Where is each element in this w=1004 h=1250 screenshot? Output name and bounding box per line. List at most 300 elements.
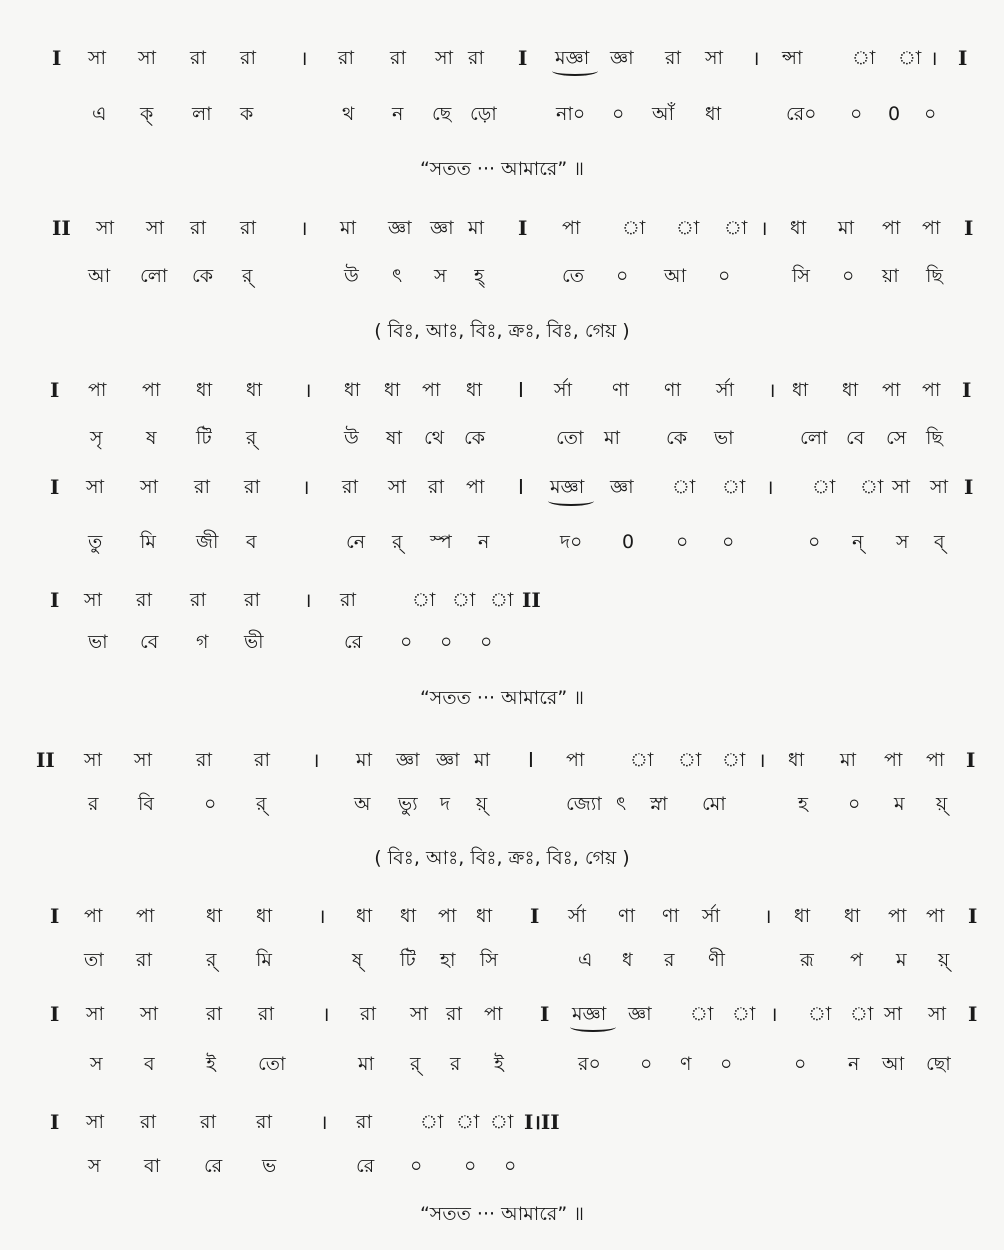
lyric: থ: [342, 103, 355, 125]
note: র্সা: [568, 905, 587, 927]
note: সা: [140, 476, 159, 498]
lyric: ণ: [680, 1053, 692, 1075]
note: া: [850, 1003, 874, 1025]
lyric: স: [88, 1155, 101, 1177]
note: পা: [438, 905, 457, 927]
lyric: র্: [206, 949, 217, 971]
division-mark: ।: [300, 216, 308, 240]
note: া: [812, 476, 836, 498]
lyric: প: [850, 949, 863, 971]
lyric: দ: [440, 793, 450, 815]
lyric: ষ্: [352, 949, 363, 971]
note: রা: [256, 1111, 272, 1133]
lyric: ০: [504, 1155, 517, 1177]
bar-line: I: [50, 1002, 60, 1026]
notation-row-3: [0, 370, 1004, 410]
lyric: বা: [144, 1155, 161, 1177]
division-mark: ।: [304, 588, 312, 612]
note: রা: [356, 1111, 372, 1133]
section-note: ( বিঃ, আঃ, বিঃ, ক্রঃ, বিঃ, গেয় ): [374, 320, 630, 342]
note: র্সা: [702, 905, 721, 927]
note: জ্ঞা: [610, 476, 634, 498]
note: রা: [206, 1003, 222, 1025]
bar-line: I: [964, 475, 974, 499]
end-bar-line: I।II: [524, 1110, 560, 1134]
note: ধা: [466, 379, 483, 401]
note: রা: [196, 749, 212, 771]
notation-row-1: [0, 38, 1004, 78]
bar-line: II: [36, 748, 55, 772]
note: সা: [146, 217, 165, 239]
note: রা: [190, 47, 206, 69]
lyric: য়া: [882, 265, 899, 287]
lyric: র: [664, 949, 675, 971]
notation-row-6: [0, 740, 1004, 780]
note: পা: [888, 905, 907, 927]
note: রা: [446, 1003, 462, 1025]
lyric: ন: [392, 103, 404, 125]
refrain-marker: “সতত ··· আমারে” ॥: [419, 1203, 585, 1225]
note: মজ্ঞা: [572, 1003, 607, 1025]
note: সা: [88, 47, 107, 69]
lyric: ০: [612, 103, 625, 125]
lyric: ন্: [852, 531, 864, 553]
note: ধা: [842, 379, 859, 401]
note: রা: [190, 217, 206, 239]
section-note: ( বিঃ, আঃ, বিঃ, ক্রঃ, বিঃ, গেয় ): [374, 847, 630, 869]
note: া: [732, 1003, 756, 1025]
lyric: সি: [792, 265, 810, 287]
lyric: তো: [258, 1053, 286, 1075]
note: পা: [142, 379, 161, 401]
division-mark: ।: [758, 748, 766, 772]
lyric: ছি: [926, 265, 943, 287]
bar-line: I: [52, 46, 62, 70]
lyric: ০: [924, 103, 937, 125]
bar-line: I: [958, 46, 968, 70]
bar-line: I: [540, 1002, 550, 1026]
lyric: ০: [410, 1155, 423, 1177]
lyric: ০: [794, 1053, 807, 1075]
lyric: ভ্যু: [398, 793, 418, 815]
lyric: তো: [556, 427, 584, 449]
lyric: টি: [400, 949, 416, 971]
lyric: হা: [440, 949, 456, 971]
lyric: ০: [480, 631, 493, 653]
bar-line: I: [518, 378, 524, 402]
lyric: হ: [798, 793, 808, 815]
note: া: [676, 217, 700, 239]
note: ণা: [612, 379, 629, 401]
lyric: তে: [562, 265, 584, 287]
lyric: ছে: [432, 103, 452, 125]
note: ন্সা: [782, 47, 803, 69]
lyric: ০: [848, 793, 861, 815]
lyric: ভা: [714, 427, 734, 449]
note: ণা: [662, 905, 679, 927]
lyric: রা: [136, 949, 152, 971]
lyric: ক: [240, 103, 254, 125]
note: রা: [258, 1003, 274, 1025]
lyric: য়্: [936, 793, 948, 815]
note: রা: [140, 1111, 156, 1133]
note: জ্ঞা: [388, 217, 412, 239]
lyric: র্: [410, 1053, 421, 1075]
refrain-marker: “সতত ··· আমারে” ॥: [419, 687, 585, 709]
note: পা: [562, 217, 581, 239]
lyric: তা: [84, 949, 104, 971]
lyric: ০: [720, 1053, 733, 1075]
lyric: ছি: [926, 427, 943, 449]
lyric: ষ: [146, 427, 157, 449]
division-mark: ।: [752, 46, 760, 70]
division-mark: ।: [766, 475, 774, 499]
division-mark: ।: [302, 475, 310, 499]
lyric: ধ: [622, 949, 633, 971]
note: া: [452, 589, 476, 611]
note: া: [672, 476, 696, 498]
notation-row-7: [0, 896, 1004, 936]
note: ধা: [400, 905, 417, 927]
lyric: ৎ: [616, 793, 627, 815]
note: সা: [884, 1003, 903, 1025]
lyric: ০: [718, 265, 731, 287]
note: রা: [428, 476, 444, 498]
note: পা: [88, 379, 107, 401]
note: পা: [882, 217, 901, 239]
note: মা: [340, 217, 357, 239]
note: ধা: [356, 905, 373, 927]
lyric: কে: [666, 427, 688, 449]
lyric: থে: [424, 427, 445, 449]
division-mark: ।: [312, 748, 320, 772]
note: রা: [342, 476, 358, 498]
lyric: উ: [344, 427, 359, 449]
lyric: ব: [144, 1053, 155, 1075]
note: জ্ঞা: [610, 47, 634, 69]
note: মা: [840, 749, 857, 771]
lyric: নে: [346, 531, 366, 553]
note: ধা: [844, 905, 861, 927]
lyric: তু: [88, 531, 103, 553]
division-mark: ।: [322, 1002, 330, 1026]
note: সা: [86, 1003, 105, 1025]
lyric: না০: [556, 103, 586, 125]
lyrics-row-3: [0, 418, 1004, 458]
lyric: ০: [204, 793, 217, 815]
bar-line: I: [530, 904, 540, 928]
lyric: ধা: [705, 103, 722, 125]
note: ধা: [790, 217, 807, 239]
lyric: র্: [242, 265, 253, 287]
note: রা: [254, 749, 270, 771]
division-mark: ।: [760, 216, 768, 240]
note: সা: [84, 589, 103, 611]
lyric: 0: [888, 103, 901, 125]
lyric: এ: [92, 103, 107, 125]
lyric: ণী: [708, 949, 725, 971]
bar-line: I: [968, 1002, 978, 1026]
notation-row-2: [0, 208, 1004, 248]
lyric: র্: [392, 531, 403, 553]
note: া: [722, 749, 746, 771]
note: রা: [136, 589, 152, 611]
note: া: [490, 1111, 514, 1133]
note: জ্ঞা: [396, 749, 420, 771]
note: পা: [136, 905, 155, 927]
note: া: [860, 476, 884, 498]
meend-arc: [548, 496, 594, 506]
lyric: স্না: [650, 793, 668, 815]
division-mark: ।: [318, 904, 326, 928]
lyric: গ: [196, 631, 209, 653]
bar-line: I: [966, 748, 976, 772]
note: া: [852, 47, 876, 69]
note: সা: [928, 1003, 947, 1025]
note: রা: [244, 476, 260, 498]
note: রা: [190, 589, 206, 611]
lyric: ০: [808, 531, 821, 553]
lyric: ০: [850, 103, 863, 125]
note: সা: [930, 476, 949, 498]
lyric: ক্: [140, 103, 154, 125]
lyric: ব: [246, 531, 257, 553]
lyric: ০: [400, 631, 413, 653]
bar-line: I: [50, 475, 60, 499]
lyric: লো: [800, 427, 828, 449]
note: মা: [838, 217, 855, 239]
note: পা: [566, 749, 585, 771]
division-mark: ।: [770, 1002, 778, 1026]
lyrics-row-6: [0, 784, 1004, 824]
lyric: বে: [140, 631, 159, 653]
lyric: আ: [88, 265, 111, 287]
lyric: য়্: [476, 793, 488, 815]
lyric: ০: [440, 631, 453, 653]
note: া: [420, 1111, 444, 1133]
lyric: উ: [344, 265, 359, 287]
note: সা: [410, 1003, 429, 1025]
note: রা: [390, 47, 406, 69]
meend-arc: [570, 1022, 616, 1032]
lyric: ন: [478, 531, 490, 553]
note: ধা: [256, 905, 273, 927]
note: পা: [422, 379, 441, 401]
note: মা: [356, 749, 373, 771]
lyric: র্: [246, 427, 257, 449]
lyric: র০: [578, 1053, 601, 1075]
lyric: সে: [886, 427, 907, 449]
lyric: স: [90, 1053, 103, 1075]
lyric: রূ: [800, 949, 814, 971]
lyric: ই: [206, 1053, 216, 1075]
notation-row-8: [0, 994, 1004, 1034]
note: া: [622, 217, 646, 239]
note: ধা: [788, 749, 805, 771]
lyric: ব্: [934, 531, 945, 553]
lyrics-row-8: [0, 1044, 1004, 1084]
lyric: র: [88, 793, 99, 815]
notation-row-9: [0, 1102, 1004, 1142]
note: পা: [926, 749, 945, 771]
lyrics-row-9: [0, 1146, 1004, 1186]
lyric: ভা: [88, 631, 108, 653]
note: পা: [922, 217, 941, 239]
note: ধা: [344, 379, 361, 401]
lyric: স্প: [430, 531, 452, 553]
lyric: ০: [842, 265, 855, 287]
lyric: র: [450, 1053, 461, 1075]
bar-line: I: [518, 475, 524, 499]
note: পা: [926, 905, 945, 927]
lyric: ষা: [386, 427, 402, 449]
note: পা: [882, 379, 901, 401]
lyric: বি: [138, 793, 155, 815]
note: সা: [892, 476, 911, 498]
lyric: জ্যো: [566, 793, 602, 815]
lyric: 0: [622, 531, 635, 553]
note: সা: [86, 1111, 105, 1133]
note: া: [722, 476, 746, 498]
note: পা: [466, 476, 485, 498]
note: পা: [922, 379, 941, 401]
lyric: মা: [604, 427, 621, 449]
note: া: [630, 749, 654, 771]
lyric: ড়ো: [470, 103, 497, 125]
lyric: ০: [676, 531, 689, 553]
lyric: মা: [358, 1053, 375, 1075]
bar-line: I: [964, 216, 974, 240]
bar-line: I: [50, 1110, 60, 1134]
note: সা: [435, 47, 454, 69]
note: রা: [240, 47, 256, 69]
lyric: কে: [464, 427, 486, 449]
lyric: য়্: [938, 949, 950, 971]
note: জ্ঞা: [430, 217, 454, 239]
bar-line: I: [50, 588, 60, 612]
lyric: রে০: [786, 103, 817, 125]
note: ধা: [794, 905, 811, 927]
lyric: ভ: [262, 1155, 277, 1177]
note: মজ্ঞা: [550, 476, 585, 498]
lyric: লো: [140, 265, 168, 287]
note: মা: [474, 749, 491, 771]
lyric: ০: [616, 265, 629, 287]
division-mark: ।: [768, 378, 776, 402]
bar-line: I: [518, 46, 528, 70]
lyrics-row-7: [0, 940, 1004, 980]
note: া: [898, 47, 922, 69]
note: া: [690, 1003, 714, 1025]
lyrics-row-1: [0, 94, 1004, 134]
division-mark: ।: [320, 1110, 328, 1134]
note: জ্ঞা: [628, 1003, 652, 1025]
note: পা: [84, 905, 103, 927]
note: া: [490, 589, 514, 611]
note: সা: [388, 476, 407, 498]
lyric: ন: [848, 1053, 860, 1075]
lyric: সৃ: [90, 427, 103, 449]
lyric: স: [434, 265, 447, 287]
lyric: মি: [256, 949, 272, 971]
lyrics-row-2: [0, 256, 1004, 296]
lyric: ০: [640, 1053, 653, 1075]
note: জ্ঞা: [436, 749, 460, 771]
note: সা: [84, 749, 103, 771]
bar-line: I: [518, 216, 528, 240]
note: রা: [194, 476, 210, 498]
note: সা: [705, 47, 724, 69]
note: সা: [138, 47, 157, 69]
note: সা: [96, 217, 115, 239]
lyric: ভী: [244, 631, 264, 653]
lyric: আ: [664, 265, 687, 287]
lyric: দ০: [560, 531, 583, 553]
note: রা: [200, 1111, 216, 1133]
bar-line: I: [50, 378, 60, 402]
note: রা: [468, 47, 484, 69]
note: ণা: [618, 905, 635, 927]
note: রা: [360, 1003, 376, 1025]
note: রা: [340, 589, 356, 611]
lyric: টি: [196, 427, 212, 449]
lyric: ম: [894, 793, 905, 815]
lyric: ছো: [926, 1053, 951, 1075]
lyric: রে: [356, 1155, 375, 1177]
note: ধা: [792, 379, 809, 401]
bar-line: I: [968, 904, 978, 928]
lyric: আঁ: [652, 103, 675, 125]
lyric: স: [896, 531, 909, 553]
note: র্সা: [554, 379, 573, 401]
bar-line: II: [522, 588, 541, 612]
lyrics-row-5: [0, 622, 1004, 662]
lyric: র্: [256, 793, 267, 815]
lyric: ০: [722, 531, 735, 553]
note: া: [456, 1111, 480, 1133]
lyric: অ: [354, 793, 371, 815]
bar-line: I: [50, 904, 60, 928]
note: পা: [484, 1003, 503, 1025]
lyric: জী: [196, 531, 219, 553]
note: ধা: [206, 905, 223, 927]
division-mark: ।: [300, 46, 308, 70]
note: া: [412, 589, 436, 611]
lyric: ০: [464, 1155, 477, 1177]
lyric: মি: [140, 531, 156, 553]
note: ধা: [476, 905, 493, 927]
note: মজ্ঞা: [555, 47, 590, 69]
division-mark: ।: [930, 46, 938, 70]
division-mark: ।: [304, 378, 312, 402]
note: পা: [884, 749, 903, 771]
note: ধা: [246, 379, 263, 401]
note: া: [678, 749, 702, 771]
lyric: লা: [192, 103, 212, 125]
note: রা: [244, 589, 260, 611]
note: সা: [140, 1003, 159, 1025]
notation-row-4: [0, 467, 1004, 507]
bar-line: I: [528, 748, 534, 772]
lyric: হ্: [474, 265, 484, 287]
lyric: বে: [846, 427, 865, 449]
lyric: এ: [578, 949, 593, 971]
bar-line: I: [962, 378, 972, 402]
division-mark: ।: [764, 904, 772, 928]
note: ধা: [384, 379, 401, 401]
lyric: রে: [344, 631, 363, 653]
lyrics-row-4: [0, 522, 1004, 562]
